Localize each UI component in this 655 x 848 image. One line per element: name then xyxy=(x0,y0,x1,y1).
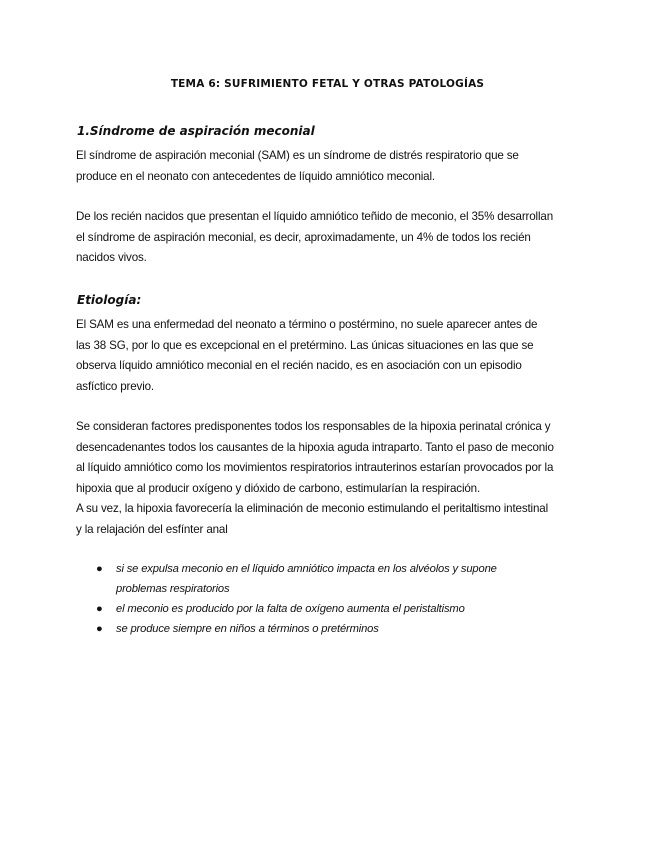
bullet-icon: ● xyxy=(96,603,103,615)
paragraph-sam-definition xyxy=(76,146,576,187)
bullet-list xyxy=(96,559,576,639)
list-item-text: se produce siempre en niños a términos o pretérminos xyxy=(116,623,379,635)
text-line: y la relajación del esfínter anal xyxy=(76,522,228,536)
text-line: observa líquido amniótico meconial en el recién nacido, es en asociación con un episodio xyxy=(76,359,522,372)
paragraph-etiologia-2 xyxy=(76,417,576,540)
text-line: El síndrome de aspiración meconial (SAM) es un síndrome de distrés respiratorio que se xyxy=(76,149,519,162)
section-heading-etiologia: Etiología: xyxy=(77,293,142,307)
paragraph-etiologia-1 xyxy=(76,315,576,397)
bullet-icon: ● xyxy=(96,623,103,635)
text-line: desencadenantes todos los causantes de la hipoxia aguda intraparto. Tanto el paso de meconio xyxy=(76,440,554,454)
list-item-text: el meconio es producido por la falta de oxígeno aumenta el peristaltismo xyxy=(116,603,465,615)
list-item-text: problemas respiratorios xyxy=(116,583,230,595)
text-line: nacidos vivos. xyxy=(76,251,147,264)
text-line: el síndrome de aspiración meconial, es decir, aproximadamente, un 4% de todos los recién xyxy=(76,230,531,244)
text-line: hipoxia que al producir oxígeno y dióxido de carbono, estimularían la respiración. xyxy=(76,481,481,495)
text-line: De los recién nacidos que presentan el líquido amniótico teñido de meconio, el 35% desarrollan xyxy=(76,210,554,223)
text-line: produce en el neonato con antecedentes de líquido amniótico meconial. xyxy=(76,169,435,183)
list-item xyxy=(96,619,576,639)
text-line: El SAM es una enfermedad del neonato a término o postérmino, no suele aparecer antes de xyxy=(76,318,538,331)
text-line: asfíctico previo. xyxy=(76,379,154,393)
text-line: las 38 SG, por lo que es excepcional en el pretérmino. Las únicas situaciones en las que se xyxy=(76,338,534,352)
text-line: al líquido amniótico como los movimientos respiratorios intrauterinos estarían provocados por la xyxy=(76,461,554,474)
section-heading-sam: 1.Síndrome de aspiración meconial xyxy=(77,124,315,138)
paragraph-sam-incidence xyxy=(76,207,576,269)
bullet-icon: ● xyxy=(96,563,103,575)
document-title: TEMA 6: SUFRIMIENTO FETAL Y OTRAS PATOLOGÍAS xyxy=(170,78,485,90)
list-item xyxy=(96,599,576,619)
list-item xyxy=(96,559,576,599)
list-item-text: si se expulsa meconio en el líquido amniótico impacta en los alvéolos y supone xyxy=(116,563,497,575)
text-line: A su vez, la hipoxia favorecería la eliminación de meconio estimulando el peritaltismo intestinal xyxy=(76,502,548,515)
text-line: Se consideran factores predisponentes todos los responsables de la hipoxia perinatal crónica y xyxy=(76,420,551,433)
